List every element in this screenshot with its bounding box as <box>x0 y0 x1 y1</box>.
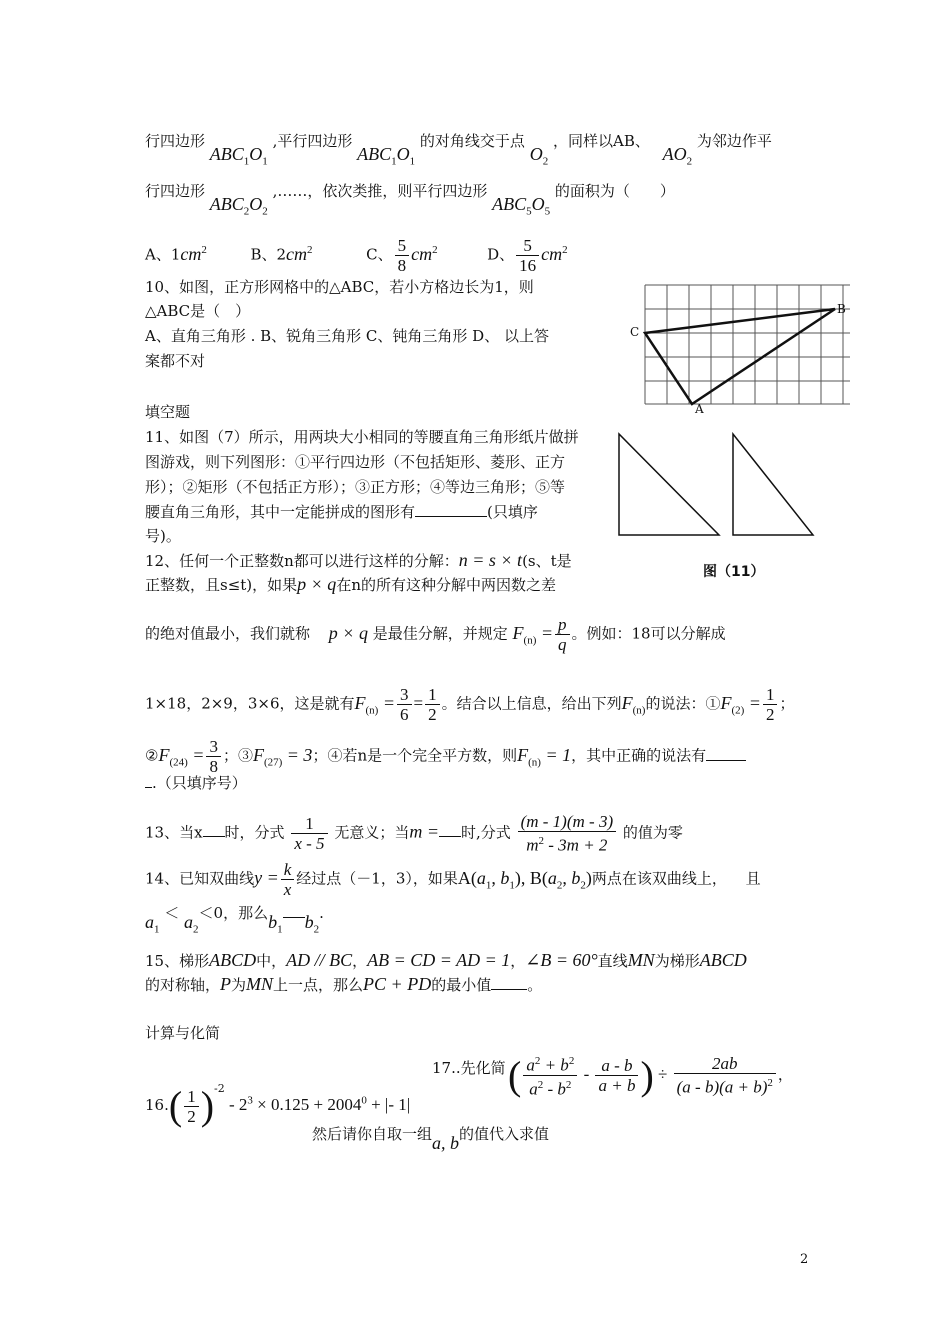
q12-line5: $②F_{(24)}$ = $\frac{3}{8}$ ；$③F_{(27)} = 3$；④若n是一个完全平方数，则$F_{(n)} = 1$，其中正确的说法有 <box>145 737 746 776</box>
q17-expression: ( $\frac{a^2 + b^2}{a^2 - b^2}$ - $\frac{a - b}{a + b}$ ) ÷ $\frac{2ab}{(a - b)(a + b)^2}$ ， <box>508 1053 793 1099</box>
q10-line2: △ABC是（ ） <box>145 302 251 320</box>
q11-line3: 形）；②矩形（不包括正方形）；③正方形；④等边三角形；⑤等 <box>145 478 566 496</box>
point-a-label: A <box>695 402 704 416</box>
math-o2: $O_2$ <box>529 144 549 168</box>
math-fn-def: $F_{(n)}$ = <box>512 622 554 647</box>
q11-line4: 腰直角三角形，其中一定能拼成的图形有 (只填序 <box>145 503 538 521</box>
section-calc-heading: 计算与化简 <box>145 1024 221 1042</box>
q11-line1: 11、如图（7）所示，用两块大小相同的等腰直角三角形纸片做拼 <box>145 428 579 446</box>
section-fill-heading: 填空题 <box>145 403 191 421</box>
math-abc2o2: $ABC_2O_2$ <box>209 194 268 218</box>
q12-line3: 的绝对值最小，我们就称 p × q 是最佳分解，并规定 $F_{(n)}$ = $\frac{p}{q}$ 。例如：18可以分解成 <box>145 615 726 654</box>
q14-line2: $a_1 < a_2<0$，那么$b_1$ $b_2$. <box>145 904 324 936</box>
q10-line3: A、直角三角形 . B、锐角三角形 C、钝角三角形 D、 以上答 <box>145 327 549 345</box>
q13-line: 13、当x 时，分式 $\frac{1}{x - 5}$ 无意义；当m = 时,分式 $\frac{(m - 1)(m - 3)}{m^2 - 3m + 2}$ 的值为零 <box>145 812 683 855</box>
q15-line2: 的对称轴，P为MN上一点，那么PC + PD的最小值 。 <box>145 974 543 994</box>
q17-label: 17..先化简 <box>432 1059 506 1077</box>
figure-caption: 图（11） <box>703 564 765 580</box>
two-triangles-figure <box>615 430 815 540</box>
q9-line2: 行四边形 $ABC_2O_2$ ,……，依次类推，则平行四边形 $ABC_5O_5$ 的面积为（ ） <box>145 182 675 218</box>
page-number: 2 <box>800 1252 809 1267</box>
answer-blank <box>706 760 746 761</box>
q9-line1: 行四边形 $ABC_1O_1$ ,平行四边形 $ABC_1O_1$ 的对角线交于点 $O_2$ ，同样以AB、 $AO_2$ 为邻边作平 <box>145 132 772 168</box>
math-abc5o5: $ABC_5O_5$ <box>492 194 551 218</box>
math-abc1o1-b: $ABC_1O_1$ <box>357 144 416 168</box>
q14-line1: 14、已知双曲线y = $\frac{k}{x}$ 经过点（－1，3），如果$A(a_1$, $b_1$), $B(a_2$, $b_2$)两点在该双曲线上， 且 <box>145 860 761 899</box>
q10-line1: 10、如图，正方形网格中的△ABC，若小方格边长为1，则 <box>145 278 534 296</box>
q12-line1: 12、任何一个正整数n都可以进行这样的分解：n = s × t(s、t是 <box>145 550 572 570</box>
q11-line5: 号)。 <box>145 527 181 545</box>
math-p-times-q: p × q <box>297 574 337 594</box>
fraction-5-16: $\frac{5}{16}$ <box>516 236 539 275</box>
grid-lines <box>645 285 850 404</box>
q15-line1: 15、梯形ABCD中，AD // BC，AB = CD = AD = 1，∠B = 60°直线MN为梯形ABCD <box>145 950 747 970</box>
q12-line6: .（只填序号） <box>145 773 247 793</box>
q17-instruction: 然后请你自取一组a, b的值代入求值 <box>312 1125 550 1153</box>
fraction-5-8: $\frac{5}{8}$ <box>395 236 410 275</box>
math-ao2: $AO_2$ <box>662 144 693 168</box>
math-abc1o1: $ABC_1O_1$ <box>209 144 268 168</box>
q12-line2: 正整数，且s≤t)，如果p × q在n的所有这种分解中两因数之差 <box>145 574 556 594</box>
point-b-label: B <box>837 302 846 316</box>
grid-triangle-figure <box>630 280 850 415</box>
q10-line4: 案都不对 <box>145 352 206 370</box>
triangle-right <box>733 434 813 535</box>
answer-blank <box>415 516 487 517</box>
q16-expression: 16.( $\frac{1}{2}$ )$^{-2} - 2^3 \times 0.125 + 2004^0$ + |- 1| <box>145 1082 411 1128</box>
triangle-left <box>619 434 719 535</box>
q11-line2: 图游戏，则下列图形：①平行四边形（不包括矩形、菱形、正方 <box>145 453 566 471</box>
q9-options: A、$1cm^2$ B、$2cm^2$ C、 $\frac{5}{8}$ $cm^2$ D、 $\frac{5}{16}$ $cm^2$ <box>145 236 568 275</box>
q12-line4: 1×18，2×9，3×6，这是就有$F_{(n)}$ = $\frac{3}{6}$ = $\frac{1}{2}$ 。结合以上信息，给出下列$F_{(n)}$的说法：$①F_{(2)}$ = $\frac{1}{2}$ ； <box>145 685 795 724</box>
math-p-times-q-2: p × q <box>328 622 368 643</box>
point-c-label: C <box>630 325 640 339</box>
math-n-eq-st: n = s × t <box>458 550 523 570</box>
